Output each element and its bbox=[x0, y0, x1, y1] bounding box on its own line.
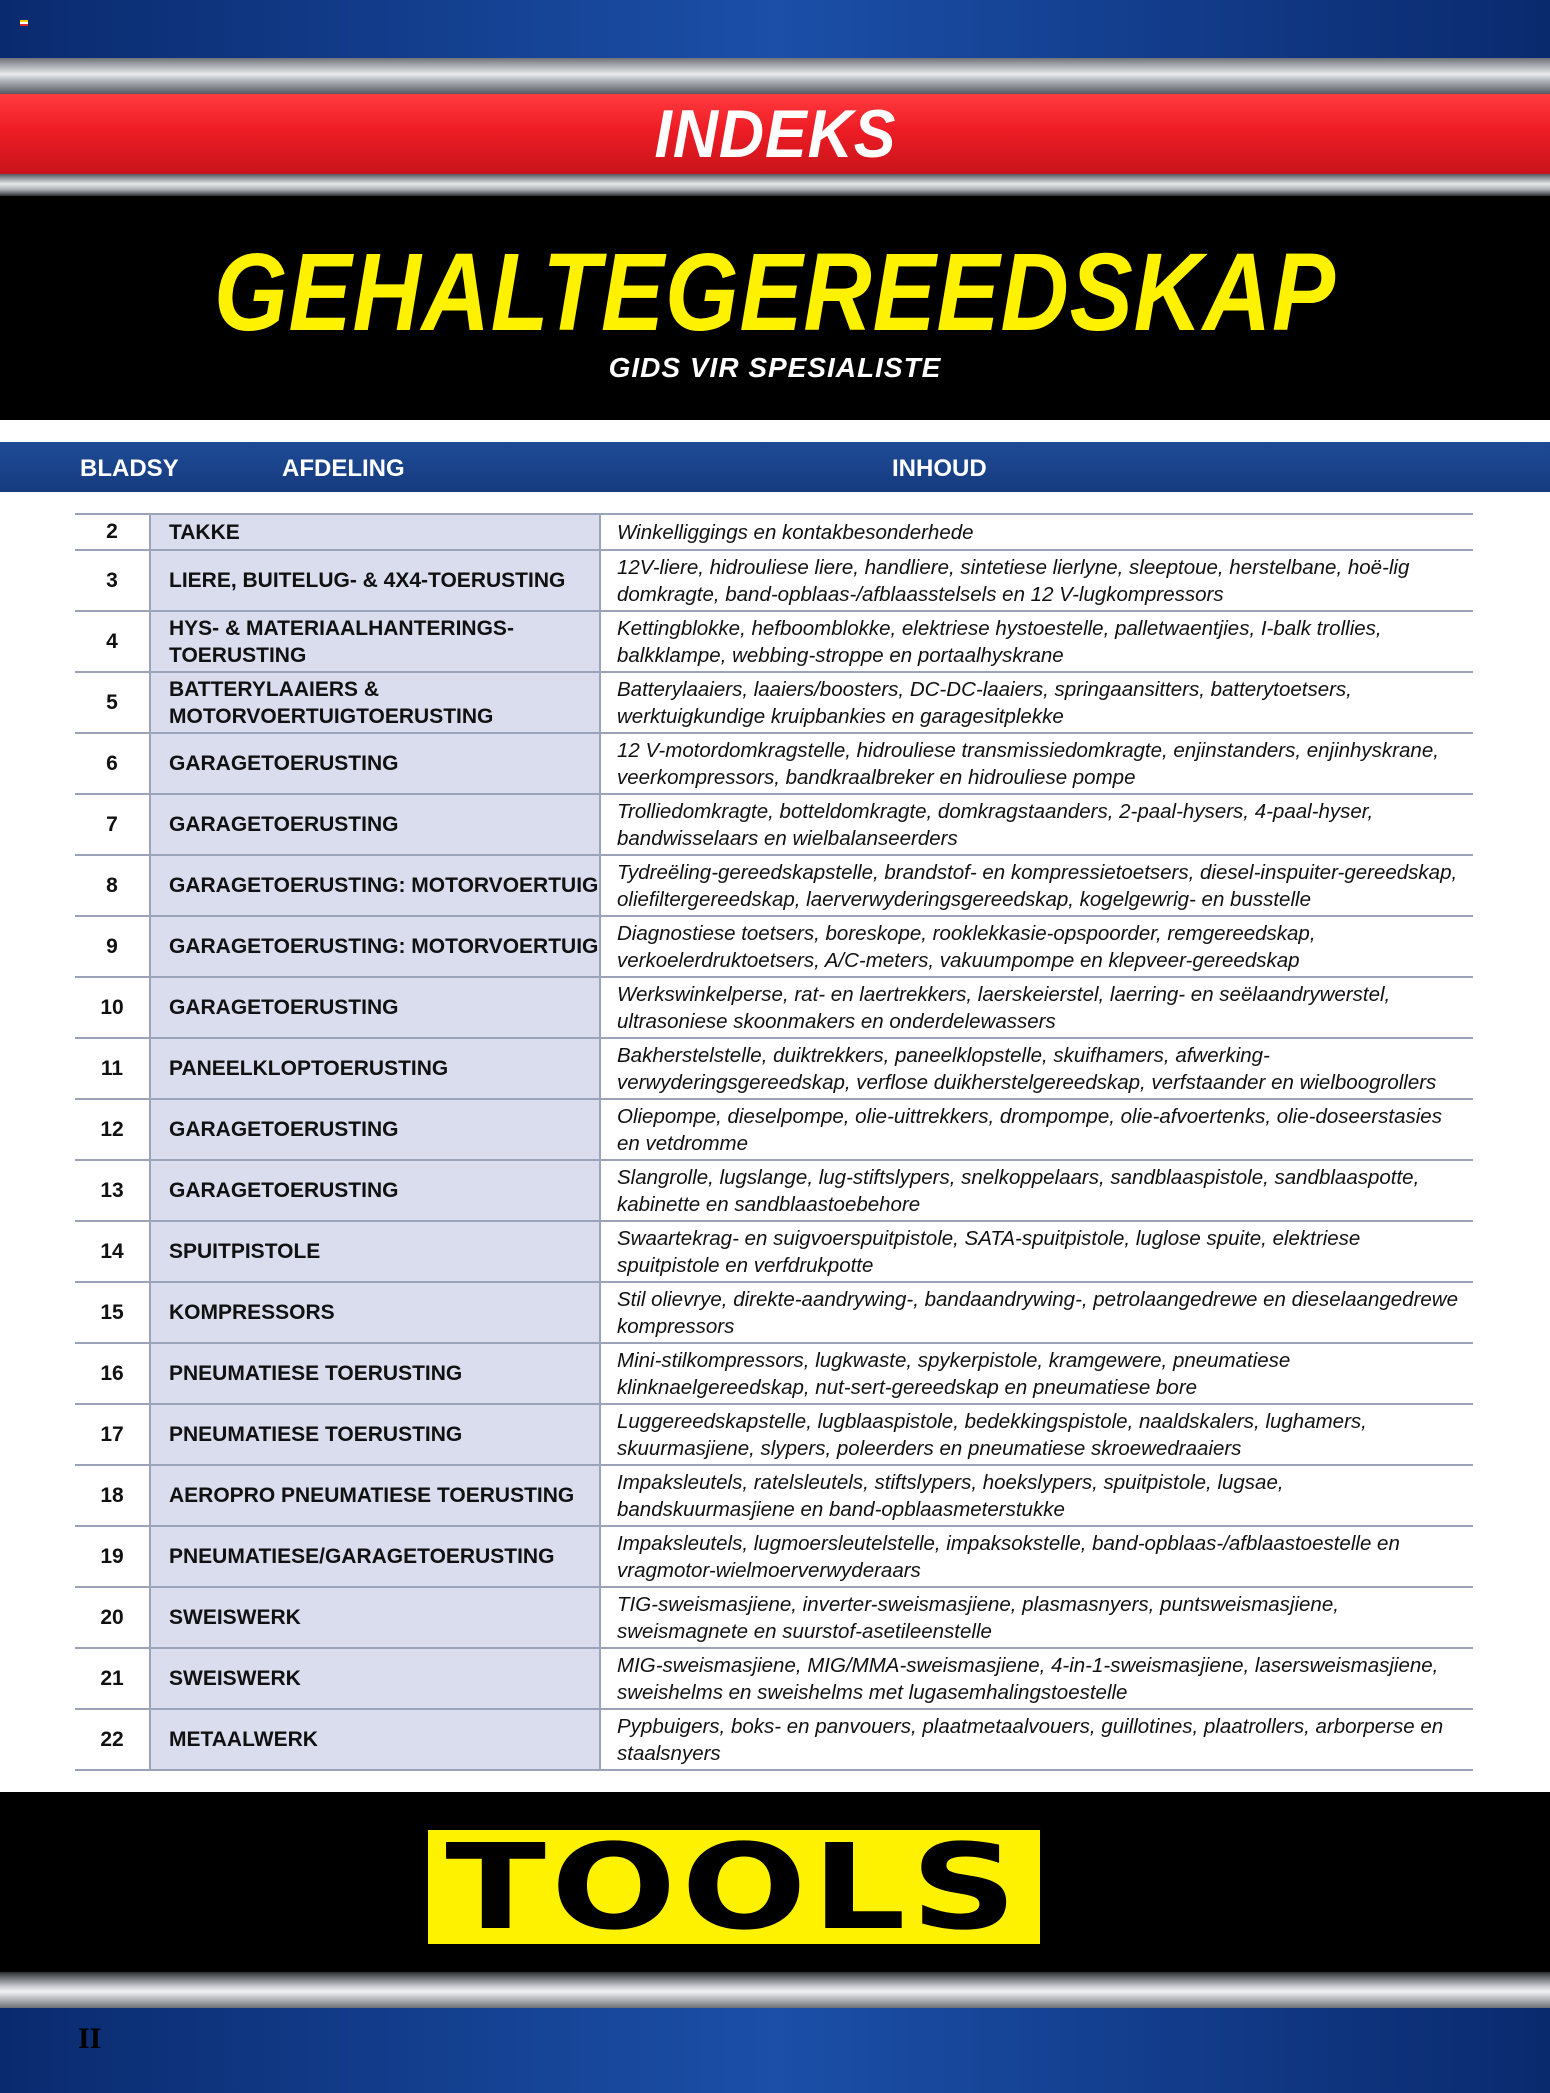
table-row bbox=[75, 855, 1473, 916]
index-banner bbox=[0, 94, 1550, 174]
row-department: LIERE, BUITELUG- & 4X4-TOERUSTING bbox=[150, 550, 600, 611]
row-page-number: 16 bbox=[75, 1343, 150, 1404]
row-content: Pypbuigers, boks- en panvouers, plaatmetaalvouers, guillotines, plaatrollers, arborperse en staalsnyers bbox=[600, 1709, 1473, 1770]
row-page-number: 20 bbox=[75, 1587, 150, 1648]
index-table bbox=[75, 513, 1473, 1771]
row-page-number: 7 bbox=[75, 794, 150, 855]
page-number: II bbox=[78, 2022, 102, 2055]
row-department: GARAGETOERUSTING: MOTORVOERTUIG bbox=[150, 916, 600, 977]
row-department: GARAGETOERUSTING: MOTORVOERTUIG bbox=[150, 855, 600, 916]
row-content: 12 V-motordomkragstelle, hidrouliese transmissiedomkragte, enjinstanders, enjinhyskrane, veerkompressors, bandkraalbreker en hidrouliese pompe bbox=[600, 733, 1473, 794]
row-page-number: 12 bbox=[75, 1099, 150, 1160]
table-row bbox=[75, 1160, 1473, 1221]
row-department: GARAGETOERUSTING bbox=[150, 1160, 600, 1221]
row-department: GARAGETOERUSTING bbox=[150, 733, 600, 794]
row-page-number: 9 bbox=[75, 916, 150, 977]
row-content: MIG-sweismasjiene, MIG/MMA-sweismasjiene, 4-in-1-sweismasjiene, lasersweismasjiene, sweishelms en sweishelms met lugasemhalingstoestelle bbox=[600, 1648, 1473, 1709]
row-content: Mini-stilkompressors, lugkwaste, spykerpistole, kramgewere, pneumatiese klinknaelgereedskap, nut-sert-gereedskap en pneumatiese bore bbox=[600, 1343, 1473, 1404]
table-row bbox=[75, 1648, 1473, 1709]
row-page-number: 6 bbox=[75, 733, 150, 794]
table-row bbox=[75, 1404, 1473, 1465]
row-page-number: 13 bbox=[75, 1160, 150, 1221]
table-row bbox=[75, 916, 1473, 977]
page-subtitle: GIDS VIR SPESIALISTE bbox=[608, 352, 942, 383]
row-content: Batterylaaiers, laaiers/boosters, DC-DC-laaiers, springaansitters, batterytoetsers, werktuigkundige kruipbankies en garagesitplekke bbox=[600, 672, 1473, 733]
row-content: Stil olievrye, direkte-aandrywing-, bandaandrywing-, petrolaangedrewe en dieselaangedrewe kompressors bbox=[600, 1282, 1473, 1343]
row-page-number: 22 bbox=[75, 1709, 150, 1770]
row-department: PNEUMATIESE TOERUSTING bbox=[150, 1404, 600, 1465]
row-department: TAKKE bbox=[150, 514, 600, 550]
row-content: Tydreëling-gereedskapstelle, brandstof- en kompressietoetsers, diesel-inspuiter-gereedskap, oliefiltergereedskap, laerverwyderingsgereedskap, kogelgewrig- en busstelle bbox=[600, 855, 1473, 916]
table-row bbox=[75, 1465, 1473, 1526]
row-department: BATTERYLAAIERS & MOTORVOERTUIGTOERUSTING bbox=[150, 672, 600, 733]
row-department: SWEISWERK bbox=[150, 1587, 600, 1648]
row-department: SPUITPISTOLE bbox=[150, 1221, 600, 1282]
row-page-number: 10 bbox=[75, 977, 150, 1038]
table-row bbox=[75, 611, 1473, 672]
bottom-blue-band bbox=[0, 2008, 1550, 2093]
table-row bbox=[75, 794, 1473, 855]
row-content: 12V-liere, hidrouliese liere, handliere, sintetiese lierlyne, sleeptoue, herstelbane, hoë-lig domkragte, band-opblaas-/afblaasstelsels en 12 V-lugkompressors bbox=[600, 550, 1473, 611]
row-page-number: 11 bbox=[75, 1038, 150, 1099]
row-department: PNEUMATIESE TOERUSTING bbox=[150, 1343, 600, 1404]
row-department: PANEELKLOPTOERUSTING bbox=[150, 1038, 600, 1099]
row-content: Winkelliggings en kontakbesonderhede bbox=[600, 514, 1473, 550]
row-page-number: 15 bbox=[75, 1282, 150, 1343]
table-row bbox=[75, 1709, 1473, 1770]
tools-logo bbox=[428, 1818, 1040, 1956]
footer bbox=[0, 1792, 1550, 1972]
table-row bbox=[75, 1526, 1473, 1587]
table-row bbox=[75, 733, 1473, 794]
row-content: TIG-sweismasjiene, inverter-sweismasjiene, plasmasnyers, puntsweismasjiene, sweismagnete en suurstof-asetileenstelle bbox=[600, 1587, 1473, 1648]
row-page-number: 14 bbox=[75, 1221, 150, 1282]
row-page-number: 5 bbox=[75, 672, 150, 733]
row-page-number: 21 bbox=[75, 1648, 150, 1709]
table-row bbox=[75, 1343, 1473, 1404]
header-department: AFDELING bbox=[282, 455, 405, 482]
row-content: Diagnostiese toetsers, boreskope, rooklekkasie-opspoorder, remgereedskap, verkoelerdruktoetsers, A/C-meters, vakuumpompe en klepveer-gereedskap bbox=[600, 916, 1473, 977]
table-row bbox=[75, 1587, 1473, 1648]
row-content: Oliepompe, dieselpompe, olie-uittrekkers, drompompe, olie-afvoertenks, olie-doseerstasies en vetdromme bbox=[600, 1099, 1473, 1160]
row-content: Werkswinkelperse, rat- en laertrekkers, laerskeierstel, laerring- en seëlaandrywerstel, ultrasoniese skoonmakers en onderdelewassers bbox=[600, 977, 1473, 1038]
row-page-number: 3 bbox=[75, 550, 150, 611]
top-blue-band bbox=[0, 0, 1550, 58]
row-page-number: 18 bbox=[75, 1465, 150, 1526]
table-row bbox=[75, 1038, 1473, 1099]
silver-stripe-top bbox=[0, 58, 1550, 94]
row-department: HYS- & MATERIAALHANTERINGS-TOERUSTING bbox=[150, 611, 600, 672]
flag-icon bbox=[20, 20, 28, 26]
row-department: PNEUMATIESE/GARAGETOERUSTING bbox=[150, 1526, 600, 1587]
row-page-number: 8 bbox=[75, 855, 150, 916]
header-content: INHOUD bbox=[892, 455, 987, 482]
row-content: Impaksleutels, lugmoersleutelstelle, impaksokstelle, band-opblaas-/afblaastoestelle en vragmotor-wielmoerverwyderaars bbox=[600, 1526, 1473, 1587]
title-block bbox=[0, 196, 1550, 420]
table-row bbox=[75, 1282, 1473, 1343]
row-department: GARAGETOERUSTING bbox=[150, 977, 600, 1038]
row-content: Luggereedskapstelle, lugblaaspistole, bedekkingspistole, naaldskalers, lughamers, skuurmasjiene, slypers, poleerders en pneumatiese skroewedraaiers bbox=[600, 1404, 1473, 1465]
row-content: Bakherstelstelle, duiktrekkers, paneelklopstelle, skuifhamers, afwerking-verwyderingsgereedskap, verflose duikherstelgereedskap, verfstaander en wielboogrollers bbox=[600, 1038, 1473, 1099]
row-department: SWEISWERK bbox=[150, 1648, 600, 1709]
table-row bbox=[75, 514, 1473, 550]
table-row bbox=[75, 550, 1473, 611]
silver-stripe-bottom bbox=[0, 1972, 1550, 2008]
row-page-number: 17 bbox=[75, 1404, 150, 1465]
table-row bbox=[75, 1099, 1473, 1160]
row-department: GARAGETOERUSTING bbox=[150, 794, 600, 855]
row-page-number: 19 bbox=[75, 1526, 150, 1587]
row-department: GARAGETOERUSTING bbox=[150, 1099, 600, 1160]
table-header bbox=[0, 442, 1550, 492]
row-department: AEROPRO PNEUMATIESE TOERUSTING bbox=[150, 1465, 600, 1526]
row-department: KOMPRESSORS bbox=[150, 1282, 600, 1343]
row-content: Slangrolle, lugslange, lug-stiftslypers, snelkoppelaars, sandblaaspistole, sandblaaspotte, kabinette en sandblaastoebehore bbox=[600, 1160, 1473, 1221]
row-content: Impaksleutels, ratelsleutels, stiftslypers, hoekslypers, spuitpistole, lugsae, bandskuurmasjiene en band-opblaasmeterstukke bbox=[600, 1465, 1473, 1526]
row-content: Swaartekrag- en suigvoerspuitpistole, SATA-spuitpistole, luglose spuite, elektriese spuitpistole en verfdrukpotte bbox=[600, 1221, 1473, 1282]
header-page: BLADSY bbox=[80, 455, 179, 482]
row-page-number: 2 bbox=[75, 514, 150, 550]
row-content: Kettingblokke, hefboomblokke, elektriese hystoestelle, palletwaentjies, I-balk trollies, balkklampe, webbing-stroppe en portaalhyskrane bbox=[600, 611, 1473, 672]
row-page-number: 4 bbox=[75, 611, 150, 672]
row-department: METAALWERK bbox=[150, 1709, 600, 1770]
tools-logo-text: TOOLS bbox=[445, 1818, 1023, 1956]
page-title: GEHALTEGEREEDSKAP bbox=[214, 231, 1336, 354]
table-row bbox=[75, 977, 1473, 1038]
row-content: Trolliedomkragte, botteldomkragte, domkragstaanders, 2-paal-hysers, 4-paal-hyser, bandwisselaars en wielbalanseerders bbox=[600, 794, 1473, 855]
table-row bbox=[75, 672, 1473, 733]
silver-stripe-middle bbox=[0, 174, 1550, 196]
index-banner-label: INDEKS bbox=[654, 96, 896, 172]
table-row bbox=[75, 1221, 1473, 1282]
